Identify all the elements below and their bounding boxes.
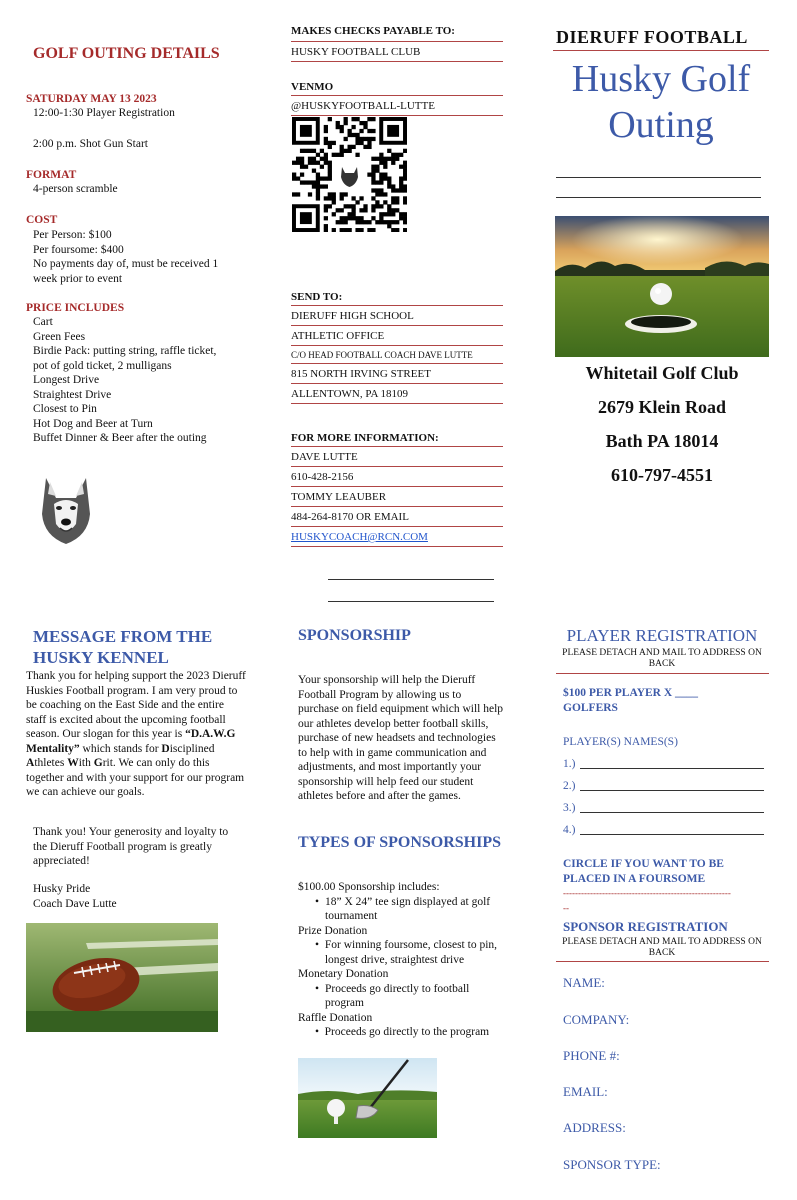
signature-line: Husky Pride [33,883,91,895]
includes-list [33,315,216,446]
football-photo [26,923,218,1032]
divider [556,177,761,178]
message-text: ith [78,757,94,769]
info-section [291,431,503,547]
send-heading: SEND TO: [291,290,503,306]
type-title: Prize Donation [298,924,368,937]
venue-block [553,356,771,492]
list-item: pot of gold ticket, 2 mulligans [33,359,172,372]
price-line: $100 PER PLAYER X ____ [563,687,699,699]
cost-line: Per foursome: $400 [33,243,124,256]
list-item: Straightest Drive [33,388,112,401]
format-text: 4-person scramble [33,183,118,195]
type-detail: 18” X 24” tee sign displayed at golf tournament [325,895,491,922]
message-thanks: Thank you! Your generosity and loyalty to the Dieruff Football program is greatly appreciated! [33,826,229,867]
email-link[interactable]: HUSKYCOACH@RCN.COM [291,527,503,547]
checks-payee: HUSKY FOOTBALL CLUB [291,42,503,62]
info-line: 484-264-8170 OR EMAIL [291,507,503,527]
checks-section [291,24,503,62]
sponsor-phone-field[interactable]: PHONE #: [563,1048,620,1063]
cost-list [33,228,218,286]
message-text: rit. [102,757,116,769]
start-time: 2:00 p.m. Shot Gun Start [33,138,149,150]
send-line: 815 NORTH IRVING STREET [291,364,503,384]
checks-heading: MAKES CHECKS PAYABLE TO: [291,25,455,37]
message-heading: MESSAGE FROM THE HUSKY KENNEL [33,627,213,667]
cost-line: Per Person: $100 [33,229,112,241]
cover-title-line: Outing [608,104,714,146]
cover-top-title: DIERUFF FOOTBALL [556,27,748,47]
list-item: Birdie Pack: putting string, raffle ticket, [33,345,217,357]
acronym-letter: W [67,757,79,769]
list-item: Closest to Pin [33,403,97,415]
message-text: which stands for [79,742,162,755]
player-3-field[interactable] [580,812,764,813]
sponsor-name-field[interactable]: NAME: [563,975,605,990]
signature-line: Coach Dave Lutte [33,897,117,910]
golf-ball-hole-photo [555,216,769,357]
list-item: Hot Dog and Beer at Turn [33,417,153,430]
divider [556,197,761,198]
info-line: TOMMY LEAUBER [291,487,503,507]
info-line: 610-428-2156 [291,467,503,487]
format-heading: FORMAT [26,169,77,181]
divider [328,579,494,580]
foursome-option[interactable]: CIRCLE IF YOU WANT TO BE PLACED IN A FOURSOME [563,858,724,885]
send-line: C/O HEAD FOOTBALL COACH DAVE LUTTE [291,346,503,364]
details-heading: GOLF OUTING DETAILS [33,45,220,62]
sponsorship-heading: SPONSORSHIP [298,627,411,644]
message-body [26,669,246,800]
send-line: DIERUFF HIGH SCHOOL [291,306,503,326]
player-1-field[interactable] [580,768,764,769]
cut-line: -- [563,903,569,913]
venue-name: Whitetail Golf Club [585,363,739,383]
sponsor-email-field[interactable]: EMAIL: [563,1084,608,1099]
cost-heading: COST [26,214,58,226]
venue-road: 2679 Klein Road [597,397,726,417]
list-item: Buffet Dinner & Beer after the outing [33,432,207,444]
message-signature [33,882,117,911]
sponsor-type-field[interactable]: SPONSOR TYPE: [563,1157,661,1172]
list-item: Longest Drive [33,374,100,386]
list-item: • Proceeds go directly to football program [298,982,508,1011]
player-4-label: 4.) [563,824,576,836]
message-text: thletes [34,757,68,769]
list-item: • Proceeds go directly to the program [298,1025,508,1040]
sponsorship-body: Your sponsorship will help the Dieruff Football Program by allowing us to purchase on field equipment which will help our athletes develop better football skills, purchase of new headsets and technologies to help with in game communication and adjustments, and most importantly your sponsorship will help feed our student athletes before and after the games. [298,674,504,802]
venmo-section [291,80,503,116]
detach-note: PLEASE DETACH AND MAIL TO ADDRESS ON BACK [562,648,762,669]
list-item: • 18” X 24” tee sign displayed at golf tournament [298,895,508,924]
cover-title [553,56,769,148]
send-section [291,290,503,404]
registration-time: 12:00-1:30 Player Registration [33,107,175,119]
cover-title-line: Husky Golf [571,58,751,100]
send-line: ALLENTOWN, PA 18109 [291,384,503,404]
type-detail: Proceeds go directly to the program [324,1026,490,1038]
types-heading: TYPES OF SPONSORSHIPS [298,834,502,851]
golf-club-photo [298,1058,437,1138]
list-item: • For winning foursome, closest to pin, longest drive, straightest drive [298,938,508,967]
send-line: ATHLETIC OFFICE [291,326,503,346]
info-line: DAVE LUTTE [291,447,503,467]
divider [556,673,769,674]
player-1-label: 1.) [563,758,576,770]
sponsor-address-field[interactable]: ADDRESS: [563,1120,626,1135]
types-list [298,880,508,1040]
info-heading: FOR MORE INFORMATION: [291,431,503,447]
list-item: Cart [33,316,53,328]
divider [556,961,769,962]
message-text: We can only do this together and with your support for our program we can achieve our goals. [26,757,245,798]
type-detail: Proceeds go directly to football program [325,982,470,1009]
player-2-label: 2.) [563,780,576,792]
price-per-player [563,686,698,715]
venmo-qr-code[interactable] [292,117,407,232]
type-detail: For winning foursome, closest to pin, longest drive, straightest drive [324,939,498,966]
sponsor-company-field[interactable]: COMPANY: [563,1012,630,1027]
divider [328,601,494,602]
message-text: Thank you for helping support the 2023 Dieruff Huskies Football program. I am very proud to be coaching on the East Side and the entire staff is excited about the upcoming football season. Our slogan for this year is [26,670,246,740]
type-title: $100.00 Sponsorship includes: [298,881,440,893]
type-title: Monetary Donation [298,968,389,980]
cut-line: -------------------------------------------------------- [563,888,731,898]
golfers-label: GOLFERS [563,701,618,714]
acronym-letter: G [93,757,103,769]
detach-note: PLEASE DETACH AND MAIL TO ADDRESS ON BACK [562,937,762,958]
venmo-handle: @HUSKYFOOTBALL-LUTTE [291,96,503,116]
husky-mascot-image [38,474,94,546]
cover-rule [553,48,769,51]
acronym-letter: A [26,757,35,769]
player-names-label: PLAYER(S) NAMES(S) [563,736,678,748]
player-2-field[interactable] [580,790,764,791]
includes-heading: PRICE INCLUDES [26,302,125,314]
list-item: Green Fees [33,330,86,343]
cost-line: week prior to event [33,272,123,285]
player-4-field[interactable] [580,834,764,835]
slogan: “D.A.W.G Mentality” [26,728,236,755]
venue-city: Bath PA 18014 [605,431,719,451]
venmo-heading: VENMO [291,80,503,96]
acronym-letter: D [161,742,170,755]
venue-phone: 610-797-4551 [611,465,713,485]
type-title: Raffle Donation [298,1011,373,1024]
sponsor-reg-heading: SPONSOR REGISTRATION [563,919,728,934]
registration-heading: PLAYER REGISTRATION [566,626,758,645]
cost-line: No payments day of, must be received 1 [33,258,219,270]
player-3-label: 3.) [563,802,576,814]
message-text: isciplined [169,742,215,755]
event-date: SATURDAY MAY 13 2023 [26,93,157,105]
